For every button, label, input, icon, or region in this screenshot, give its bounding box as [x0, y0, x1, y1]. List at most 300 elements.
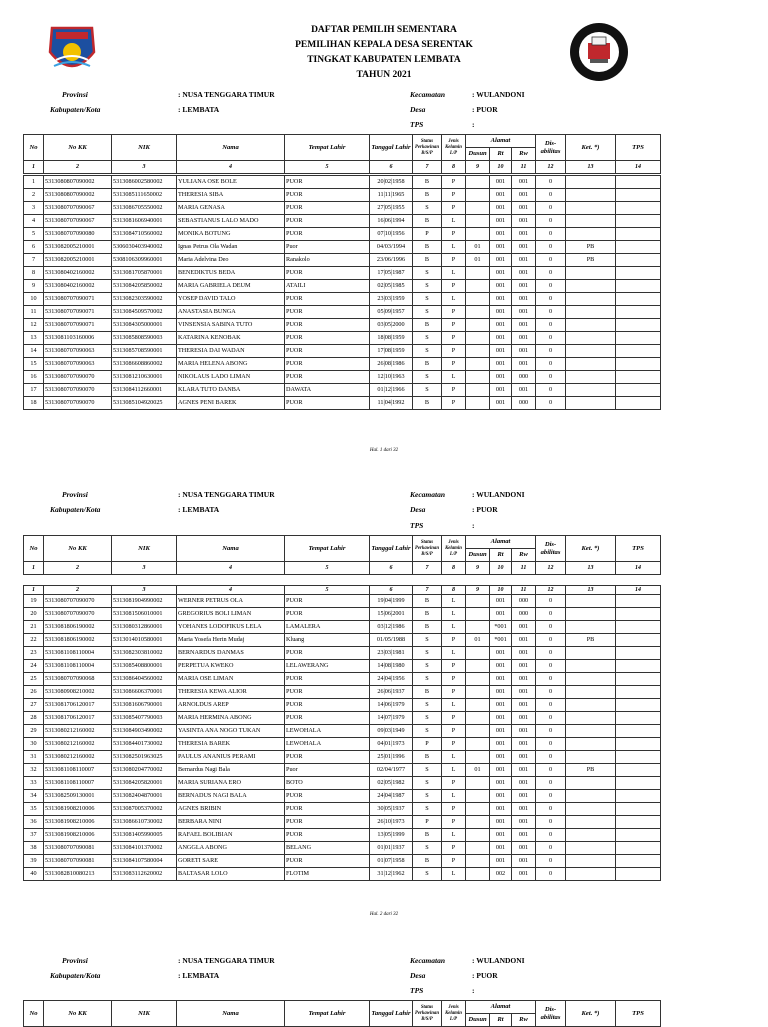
- table-row: [24, 397, 661, 410]
- table-cell: 0: [536, 332, 566, 345]
- col-ket-p2: Ket. *): [566, 536, 616, 562]
- table-cell: P: [442, 358, 466, 371]
- table-cell: [616, 829, 661, 842]
- table-cell: 2: [24, 189, 44, 202]
- column-index-cell: 10: [490, 562, 512, 575]
- column-index-cell: 2: [44, 562, 112, 575]
- table-cell: [466, 319, 490, 332]
- table-cell: 5313087005370002: [112, 803, 177, 816]
- table-cell: [616, 319, 661, 332]
- table-cell: S: [413, 868, 442, 881]
- table-cell: B: [413, 608, 442, 621]
- table-cell: 5313080807090002: [44, 189, 112, 202]
- table-cell: 5313086610730002: [112, 816, 177, 829]
- table-cell: 001: [490, 803, 512, 816]
- table-cell: [566, 621, 616, 634]
- table-cell: P: [442, 855, 466, 868]
- desa-label-p3: Desa: [410, 971, 426, 980]
- table-cell: 01/05/1988: [370, 634, 413, 647]
- table-cell: 001: [512, 764, 536, 777]
- table-cell: [566, 384, 616, 397]
- table-cell: [566, 608, 616, 621]
- table-cell: GORETI SARE: [177, 855, 285, 868]
- table-cell: 5313081908210006: [44, 829, 112, 842]
- table-cell: 0: [536, 868, 566, 881]
- table-cell: [616, 384, 661, 397]
- table-cell: [466, 345, 490, 358]
- table-cell: 0: [536, 803, 566, 816]
- table-cell: S: [413, 725, 442, 738]
- table-cell: 04|01|1973: [370, 738, 413, 751]
- table-cell: PUOR: [285, 829, 370, 842]
- col-dusun: Dusun: [466, 148, 490, 161]
- table-cell: 5313082005210001: [44, 254, 112, 267]
- table-cell: 16|06|1994: [370, 215, 413, 228]
- table-cell: Bernardus Nagi Bala: [177, 764, 285, 777]
- table-cell: [466, 202, 490, 215]
- table-cell: L: [442, 595, 466, 608]
- page-footer-2: Hal. 2 dari 32: [369, 912, 399, 917]
- table-cell: [466, 816, 490, 829]
- table-cell: 35: [24, 803, 44, 816]
- table-cell: 09|03|1949: [370, 725, 413, 738]
- table-cell: [466, 228, 490, 241]
- table-cell: 5313084401730002: [112, 738, 177, 751]
- column-index-cell: 2: [44, 161, 112, 174]
- table-cell: 001: [512, 228, 536, 241]
- table-cell: [566, 293, 616, 306]
- table-cell: 5313081606790001: [112, 699, 177, 712]
- table-row: [24, 332, 661, 345]
- table-cell: 0: [536, 855, 566, 868]
- table-cell: THERESIA KEWA ALIOR: [177, 686, 285, 699]
- table-cell: 26|10|1973: [370, 816, 413, 829]
- table-cell: 001: [512, 345, 536, 358]
- table-cell: [616, 803, 661, 816]
- table-row: [24, 725, 661, 738]
- table-cell: 001: [512, 306, 536, 319]
- table-cell: 0: [536, 293, 566, 306]
- table-cell: [566, 803, 616, 816]
- table-cell: [466, 371, 490, 384]
- table-cell: 001: [490, 189, 512, 202]
- table-cell: [566, 868, 616, 881]
- table-cell: 5313081706120017: [44, 712, 112, 725]
- table-cell: 5313084112660001: [112, 384, 177, 397]
- table-cell: [616, 751, 661, 764]
- table-cell: 001: [512, 842, 536, 855]
- table-cell: 5313080707090067: [44, 202, 112, 215]
- table-cell: 001: [512, 647, 536, 660]
- table-cell: 001: [490, 790, 512, 803]
- table-cell: YASINTA ANA NOGO TUKAN: [177, 725, 285, 738]
- table-cell: 5313085104920025: [112, 397, 177, 410]
- table-cell: [466, 842, 490, 855]
- table-cell: 001: [490, 176, 512, 189]
- table-cell: [616, 254, 661, 267]
- table-cell: MARIA HELENA ABONG: [177, 358, 285, 371]
- table-cell: L: [442, 829, 466, 842]
- voter-table-header-p3: [23, 1000, 661, 1027]
- table-cell: 21: [24, 621, 44, 634]
- table-row: [24, 803, 661, 816]
- table-cell: [566, 332, 616, 345]
- table-row: [24, 790, 661, 803]
- column-index-cell: 14: [616, 586, 661, 595]
- col-nik: NIK: [112, 135, 177, 161]
- table-cell: [466, 358, 490, 371]
- table-cell: 5313084107580004: [112, 855, 177, 868]
- table-cell: L: [442, 241, 466, 254]
- table-cell: YOHANES LODOFIKUS LELA: [177, 621, 285, 634]
- table-cell: [616, 634, 661, 647]
- table-cell: 01|07|1958: [370, 855, 413, 868]
- table-cell: 001: [512, 176, 536, 189]
- table-cell: 5313080707090068: [44, 673, 112, 686]
- table-cell: [566, 280, 616, 293]
- table-cell: MONIKA BOTUNG: [177, 228, 285, 241]
- table-cell: 1: [24, 176, 44, 189]
- table-cell: WERNER PETRUS OLA: [177, 595, 285, 608]
- table-cell: 5313084305000001: [112, 319, 177, 332]
- table-cell: [566, 189, 616, 202]
- table-cell: 001: [490, 660, 512, 673]
- table-cell: 13|05|1999: [370, 829, 413, 842]
- table-cell: [566, 660, 616, 673]
- column-index-cell: 2: [44, 586, 112, 595]
- table-cell: S: [413, 345, 442, 358]
- col-jenis-kelamin-p2: Jenis Kelamin L/P: [442, 536, 466, 562]
- table-cell: 33: [24, 777, 44, 790]
- table-cell: 14|07|1979: [370, 712, 413, 725]
- kecamatan-label: Kecamatan: [410, 90, 445, 99]
- table-cell: B: [413, 686, 442, 699]
- table-cell: ANGGLA ABONG: [177, 842, 285, 855]
- table-cell: S: [413, 842, 442, 855]
- table-cell: 001: [512, 621, 536, 634]
- column-index-cell: 3: [112, 562, 177, 575]
- table-row: [24, 673, 661, 686]
- table-cell: 26: [24, 686, 44, 699]
- table-cell: [566, 725, 616, 738]
- column-index-cell: 7: [413, 161, 442, 174]
- tps-label-p2: TPS: [410, 521, 424, 530]
- kabupaten-label-p2: Kabupaten/Kota: [50, 505, 101, 514]
- table-cell: 27: [24, 699, 44, 712]
- provinsi-value-p3: : NUSA TENGGARA TIMUR: [178, 956, 275, 965]
- table-cell: 002: [490, 868, 512, 881]
- tps-value: :: [472, 120, 475, 129]
- table-cell: 001: [512, 699, 536, 712]
- table-cell: 5313081103160006: [44, 332, 112, 345]
- table-cell: PUOR: [285, 595, 370, 608]
- table-cell: 39: [24, 855, 44, 868]
- table-cell: 001: [490, 725, 512, 738]
- column-index-cell: 9: [466, 586, 490, 595]
- table-cell: 24: [24, 660, 44, 673]
- table-cell: 0: [536, 673, 566, 686]
- table-cell: [466, 751, 490, 764]
- table-cell: 001: [512, 803, 536, 816]
- table-cell: [566, 371, 616, 384]
- table-cell: 001: [512, 868, 536, 881]
- table-cell: MARIA GENASA: [177, 202, 285, 215]
- kabupaten-label-p3: Kabupaten/Kota: [50, 971, 101, 980]
- table-cell: 04/03/1994: [370, 241, 413, 254]
- table-cell: B: [413, 751, 442, 764]
- table-cell: 0: [536, 215, 566, 228]
- table-cell: [616, 228, 661, 241]
- col-rw: Rw: [512, 148, 536, 161]
- table-cell: 40: [24, 868, 44, 881]
- table-cell: 0: [536, 345, 566, 358]
- table-cell: [616, 764, 661, 777]
- table-cell: PUOR: [285, 803, 370, 816]
- table-cell: 0: [536, 189, 566, 202]
- table-cell: P: [442, 634, 466, 647]
- column-index-cell: 14: [616, 161, 661, 174]
- column-index-cell: 11: [512, 562, 536, 575]
- table-cell: 0: [536, 686, 566, 699]
- table-row: [24, 280, 661, 293]
- column-index-cell: 8: [442, 161, 466, 174]
- table-cell: [466, 384, 490, 397]
- table-cell: 001: [490, 699, 512, 712]
- col-nokk-p2: No KK: [44, 536, 112, 562]
- table-cell: LEWOHALA: [285, 725, 370, 738]
- table-cell: 001: [490, 293, 512, 306]
- table-cell: 30: [24, 738, 44, 751]
- table-cell: P: [442, 176, 466, 189]
- table-cell: KLARA TUTO DANBA: [177, 384, 285, 397]
- table-cell: 001: [490, 686, 512, 699]
- table-cell: PUOR: [285, 751, 370, 764]
- table-cell: 5313086608860002: [112, 358, 177, 371]
- table-cell: 001: [490, 712, 512, 725]
- table-cell: P: [442, 280, 466, 293]
- table-cell: 0: [536, 595, 566, 608]
- table-cell: [466, 738, 490, 751]
- table-cell: [466, 215, 490, 228]
- table-row: [24, 267, 661, 280]
- table-cell: [616, 371, 661, 384]
- col-tanggal-lahir: Tanggal Lahir: [370, 135, 413, 161]
- column-index-cell: 6: [370, 586, 413, 595]
- table-cell: 30|05|1937: [370, 803, 413, 816]
- table-cell: 5313084205850002: [112, 280, 177, 293]
- table-cell: 13: [24, 332, 44, 345]
- table-cell: 0: [536, 842, 566, 855]
- table-cell: 5313082303810002: [112, 647, 177, 660]
- document-year: TAHUN 2021: [356, 70, 412, 80]
- document-subtitle: PEMILIHAN KEPALA DESA SERENTAK: [295, 40, 473, 50]
- table-cell: 001: [490, 842, 512, 855]
- col-nama: Nama: [177, 135, 285, 161]
- table-cell: 001: [490, 332, 512, 345]
- table-cell: 26|08|1986: [370, 358, 413, 371]
- table-cell: PUOR: [285, 673, 370, 686]
- provinsi-value-p2: : NUSA TENGGARA TIMUR: [178, 490, 275, 499]
- table-cell: 5313080402160002: [44, 280, 112, 293]
- table-cell: P: [442, 384, 466, 397]
- tps-value-p3: :: [472, 986, 475, 995]
- table-cell: [466, 712, 490, 725]
- table-cell: FLOTIM: [285, 868, 370, 881]
- column-index-cell: 6: [370, 562, 413, 575]
- column-index-row: [24, 586, 661, 595]
- table-cell: 5313080707090070: [44, 595, 112, 608]
- table-cell: P: [413, 738, 442, 751]
- col-dusun-p2: Dusun: [466, 549, 490, 562]
- table-row: [24, 384, 661, 397]
- table-cell: PUOR: [285, 608, 370, 621]
- table-cell: PUOR: [285, 647, 370, 660]
- table-cell: 5313085111650002: [112, 189, 177, 202]
- table-cell: [616, 397, 661, 410]
- column-index-cell: 8: [442, 562, 466, 575]
- table-cell: PUOR: [285, 699, 370, 712]
- table-cell: AGNES PENI BAREK: [177, 397, 285, 410]
- table-cell: 5313080212160002: [44, 738, 112, 751]
- table-cell: PUOR: [285, 319, 370, 332]
- table-cell: B: [413, 855, 442, 868]
- tps-label-p3: TPS: [410, 986, 424, 995]
- table-cell: 5306030403940002: [112, 241, 177, 254]
- table-cell: PUOR: [285, 306, 370, 319]
- table-cell: 23: [24, 647, 44, 660]
- table-cell: 001: [490, 829, 512, 842]
- table-cell: 001: [512, 241, 536, 254]
- table-cell: PUOR: [285, 371, 370, 384]
- table-cell: DAWATA: [285, 384, 370, 397]
- table-cell: 5313081706120017: [44, 699, 112, 712]
- table-cell: [566, 829, 616, 842]
- table-cell: [616, 647, 661, 660]
- table-cell: KATARINA KENOBAK: [177, 332, 285, 345]
- table-cell: L: [442, 751, 466, 764]
- table-cell: 001: [512, 319, 536, 332]
- table-cell: 19: [24, 595, 44, 608]
- table-row: [24, 608, 661, 621]
- table-cell: [566, 751, 616, 764]
- table-cell: PB: [566, 764, 616, 777]
- table-cell: 001: [512, 738, 536, 751]
- col-tanggal-lahir-p2: Tanggal Lahir: [370, 536, 413, 562]
- table-cell: S: [413, 712, 442, 725]
- voter-table-header-p2: [23, 535, 661, 575]
- table-cell: 001: [512, 189, 536, 202]
- table-cell: LELAWERANG: [285, 660, 370, 673]
- column-index-cell: 8: [442, 586, 466, 595]
- table-cell: 5313080807090002: [44, 176, 112, 189]
- table-cell: BERNARDUS DANMAS: [177, 647, 285, 660]
- table-cell: PAULUS ANANIUS PERAMI: [177, 751, 285, 764]
- table-cell: 02|05|1985: [370, 280, 413, 293]
- table-cell: 5313081506010001: [112, 608, 177, 621]
- col-no-p2: No: [24, 536, 44, 562]
- table-cell: 32: [24, 764, 44, 777]
- table-cell: [566, 595, 616, 608]
- table-cell: [466, 306, 490, 319]
- table-cell: [616, 842, 661, 855]
- tps-value-p2: :: [472, 521, 475, 530]
- col-tempat-lahir-p3: Tempat Lahir: [285, 1001, 370, 1027]
- table-cell: 01: [466, 254, 490, 267]
- table-cell: 001: [490, 306, 512, 319]
- table-cell: 5313082404870001: [112, 790, 177, 803]
- desa-value: : PUOR: [472, 105, 498, 114]
- table-row: [24, 345, 661, 358]
- table-cell: 0: [536, 358, 566, 371]
- table-cell: 5313085708590001: [112, 345, 177, 358]
- table-cell: B: [413, 358, 442, 371]
- table-cell: P: [442, 725, 466, 738]
- table-cell: 12: [24, 319, 44, 332]
- table-cell: 5308106309960001: [112, 254, 177, 267]
- table-cell: 5313080707090081: [44, 842, 112, 855]
- col-jenis-kelamin: Jenis Kelamin L/P: [442, 135, 466, 161]
- table-cell: Ignas Petrus Ola Wadan: [177, 241, 285, 254]
- col-status: Status Perkawinan B/S/P: [413, 135, 442, 161]
- table-cell: [616, 868, 661, 881]
- table-cell: [566, 673, 616, 686]
- table-cell: 5313085407790003: [112, 712, 177, 725]
- table-cell: B: [413, 621, 442, 634]
- table-cell: BALTASAR LOLO: [177, 868, 285, 881]
- table-cell: 18|08|1959: [370, 332, 413, 345]
- col-alamat: Alamat: [466, 135, 536, 148]
- table-cell: Ranakolo: [285, 254, 370, 267]
- table-cell: 5313080707090071: [44, 319, 112, 332]
- table-cell: B: [413, 595, 442, 608]
- table-cell: 5313084710560002: [112, 228, 177, 241]
- table-cell: P: [442, 712, 466, 725]
- table-cell: 5313080212160002: [44, 725, 112, 738]
- table-cell: 0: [536, 267, 566, 280]
- table-cell: 001: [490, 673, 512, 686]
- table-cell: PUOR: [285, 790, 370, 803]
- col-disabilitas: Dis- abilitas: [536, 135, 566, 161]
- table-cell: 5313086705550002: [112, 202, 177, 215]
- table-cell: 000: [512, 608, 536, 621]
- table-cell: S: [413, 280, 442, 293]
- table-cell: GREGORIUS BOLI LIMAN: [177, 608, 285, 621]
- table-cell: [566, 816, 616, 829]
- col-nama-p2: Nama: [177, 536, 285, 562]
- table-row: [24, 176, 661, 189]
- table-cell: 5313085408800001: [112, 660, 177, 673]
- table-cell: 01: [466, 764, 490, 777]
- table-cell: 23|03|1981: [370, 647, 413, 660]
- table-cell: [616, 332, 661, 345]
- provinsi-label: Provinsi: [62, 90, 88, 99]
- table-cell: 6: [24, 241, 44, 254]
- table-cell: 03|05|2000: [370, 319, 413, 332]
- table-cell: MARIA OSE LIMAN: [177, 673, 285, 686]
- column-index-cell: 4: [177, 161, 285, 174]
- table-cell: THERESIA DAI WADAN: [177, 345, 285, 358]
- table-cell: 4: [24, 215, 44, 228]
- table-cell: 5313081210630001: [112, 371, 177, 384]
- table-cell: [616, 267, 661, 280]
- table-cell: [616, 790, 661, 803]
- table-cell: 5313080707090081: [44, 855, 112, 868]
- table-cell: S: [413, 803, 442, 816]
- table-cell: 5313082509130001: [44, 790, 112, 803]
- table-cell: [566, 215, 616, 228]
- table-cell: 5313080707090071: [44, 306, 112, 319]
- table-cell: [616, 608, 661, 621]
